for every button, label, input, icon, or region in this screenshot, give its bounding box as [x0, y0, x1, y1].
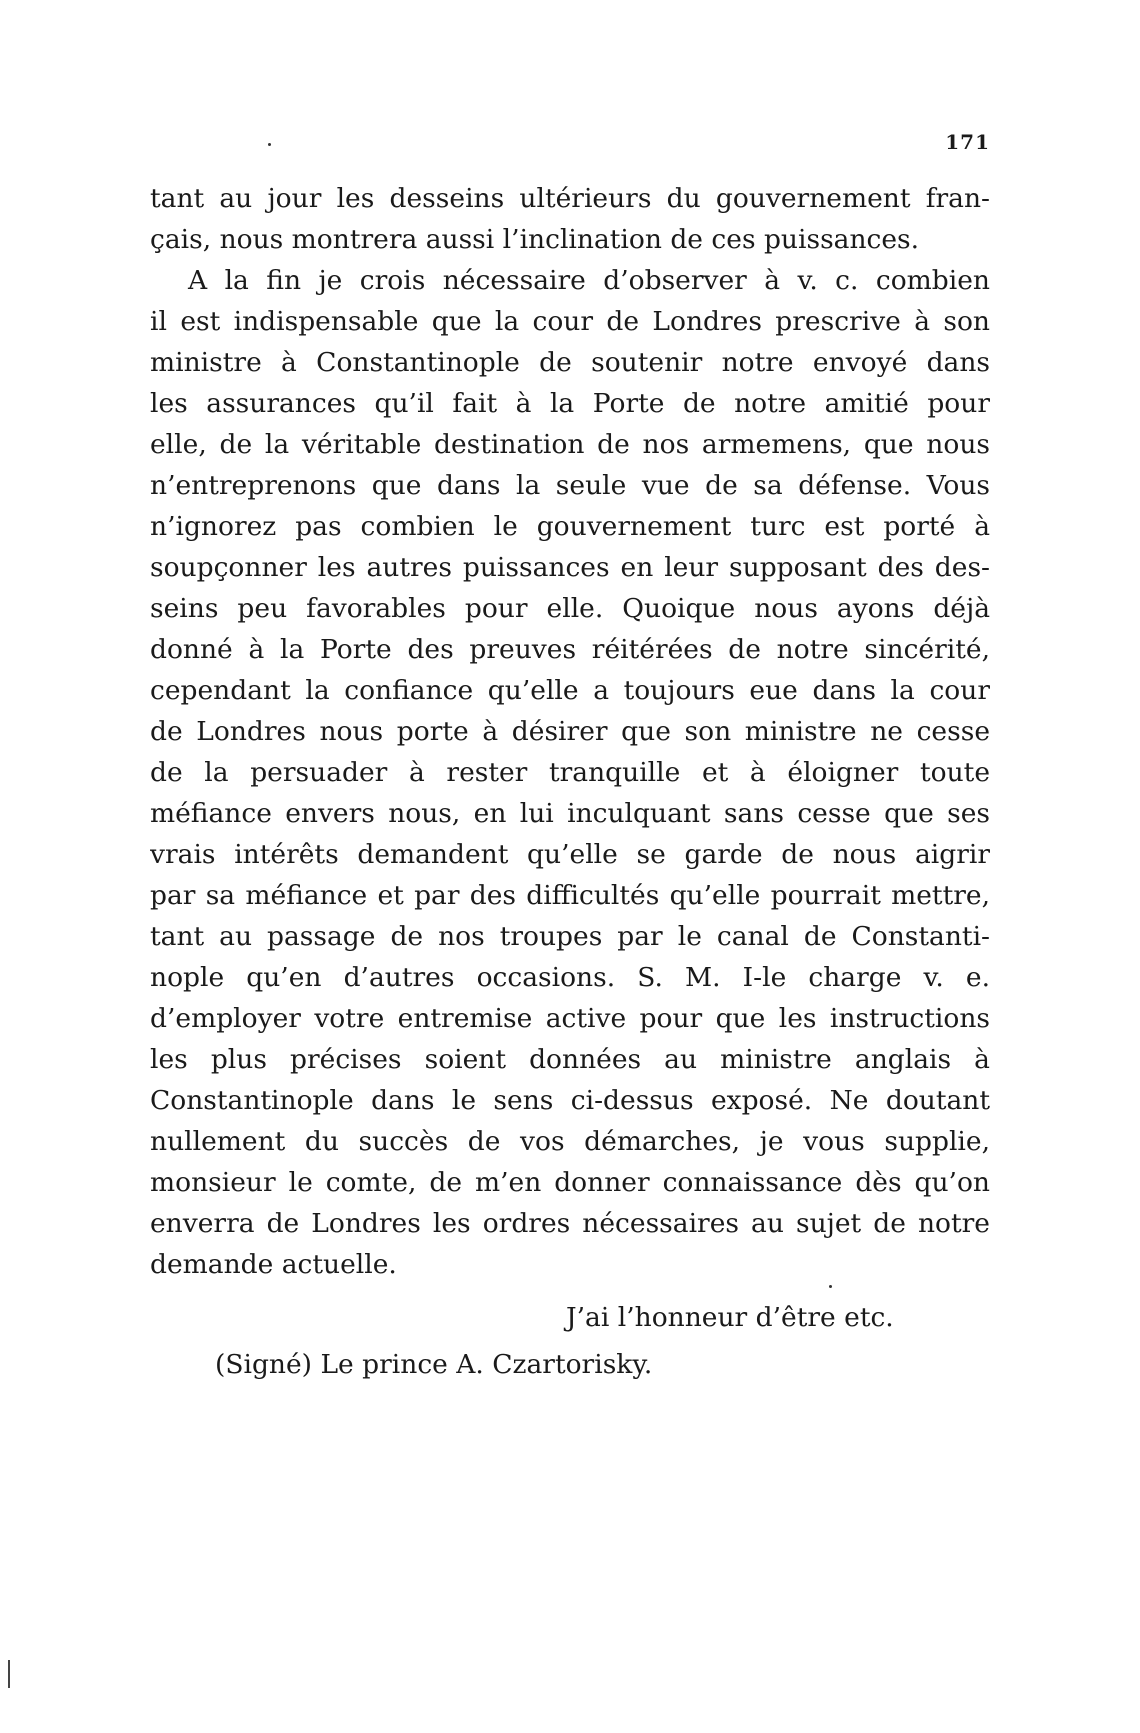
- text-line: il est indispensable que la cour de Londres prescrive à son: [150, 306, 990, 337]
- text-line: Constantinople dans le sens ci-dessus exposé. Ne doutant: [150, 1085, 990, 1116]
- text-line: méfiance envers nous, en lui inculquant sans cesse que ses: [150, 798, 990, 829]
- text-line: monsieur le comte, de m’en donner connaissance dès qu’on: [150, 1167, 990, 1198]
- text-line: de Londres nous porte à désirer que son ministre ne cesse: [150, 716, 990, 747]
- text-line: soupçonner les autres puissances en leur supposant des des-: [150, 552, 990, 583]
- text-line: elle, de la véritable destination de nos armemens, que nous: [150, 429, 990, 460]
- text-line: nople qu’en d’autres occasions. S. M. I-le charge v. e.: [150, 962, 990, 993]
- text-line: seins peu favorables pour elle. Quoique nous ayons déjà: [150, 593, 990, 624]
- closing-formula: J’ai l’honneur d’être etc.: [566, 1302, 894, 1333]
- text-line: tant au jour les desseins ultérieurs du gouvernement fran-: [150, 183, 990, 214]
- page-number: 171: [945, 130, 990, 154]
- text-line: tant au passage de nos troupes par le canal de Constanti-: [150, 921, 990, 952]
- text-line: d’employer votre entremise active pour que les instructions: [150, 1003, 990, 1034]
- text-line: cependant la confiance qu’elle a toujours eue dans la cour: [150, 675, 990, 706]
- text-line: par sa méfiance et par des difficultés qu’elle pourrait mettre,: [150, 880, 990, 911]
- text-line: n’entreprenons que dans la seule vue de sa défense. Vous: [150, 470, 990, 501]
- text-line: les plus précises soient données au ministre anglais à: [150, 1044, 990, 1075]
- signature-line: (Signé) Le prince A. Czartorisky.: [215, 1349, 653, 1380]
- text-line: enverra de Londres les ordres nécessaires au sujet de notre: [150, 1208, 990, 1239]
- scan-margin-mark: [8, 1660, 10, 1688]
- text-line: A la fin je crois nécessaire d’observer à v. c. combien: [188, 265, 990, 296]
- text-line: les assurances qu’il fait à la Porte de notre amitié pour: [150, 388, 990, 419]
- text-line: nullement du succès de vos démarches, je vous supplie,: [150, 1126, 990, 1157]
- text-line: çais, nous montrera aussi l’inclination de ces puissances.: [150, 224, 920, 255]
- text-line: ministre à Constantinople de soutenir notre envoyé dans: [150, 347, 990, 378]
- text-line: de la persuader à rester tranquille et à éloigner toute: [150, 757, 990, 788]
- text-line: donné à la Porte des preuves réitérées de notre sincérité,: [150, 634, 990, 665]
- letter-body: [150, 178, 990, 1285]
- text-line: demande actuelle.: [150, 1249, 397, 1280]
- print-speck: [829, 1285, 832, 1288]
- text-line: n’ignorez pas combien le gouvernement turc est porté à: [150, 511, 990, 542]
- print-speck: [268, 143, 271, 146]
- text-line: vrais intérêts demandent qu’elle se garde de nous aigrir: [150, 839, 990, 870]
